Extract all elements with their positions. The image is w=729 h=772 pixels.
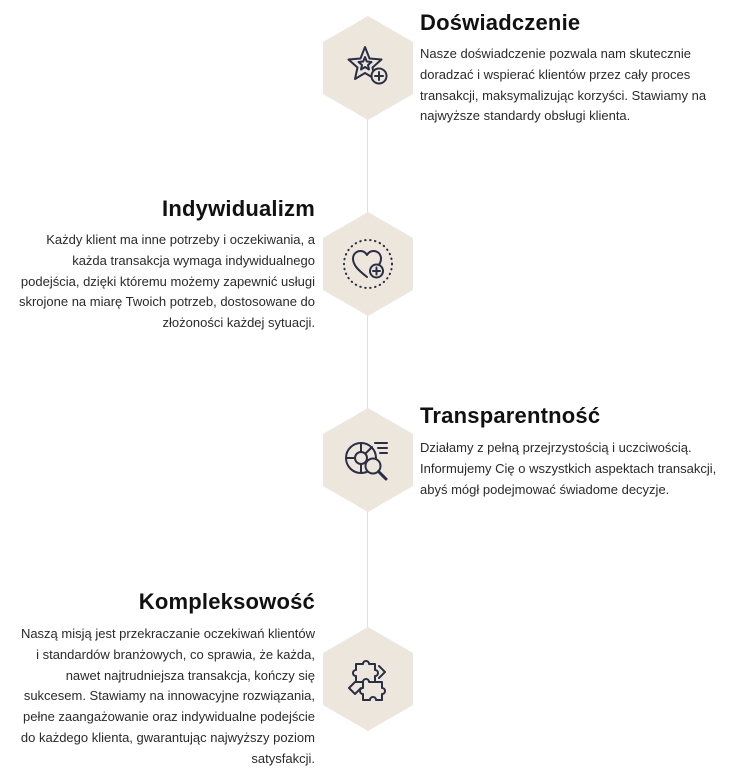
puzzle-icon: [341, 652, 395, 706]
star-plus-icon: [341, 41, 395, 95]
feature-1-hexagon: [323, 16, 413, 120]
feature-title: Kompleksowość: [138, 589, 315, 614]
heart-plus-icon: [341, 237, 395, 291]
feature-title: Doświadczenie: [420, 10, 581, 35]
feature-description: Nasze doświadczenie pozwala nam skutecznie doradzać i wspierać klientów przez cały proces transakcji, maksymalizując korzyści. Stawiamy na najwyższe standardy obsługi klienta.: [420, 46, 707, 124]
timeline-line: [367, 60, 368, 710]
feature-title: Transparentność: [420, 403, 601, 428]
feature-4-hexagon: [323, 627, 413, 731]
feature-title: Indywidualizm: [162, 196, 315, 221]
feature-description: Działamy z pełną przejrzystością i uczciwością. Informujemy Cię o wszystkich aspektach transakcji, abyś mógł podejmować świadome decyzje.: [420, 440, 717, 497]
feature-description: Każdy klient ma inne potrzeby i oczekiwania, a każda transakcja wymaga indywidualnego podejścia, dzięki któremu możemy zapewnić usługi skrojone na miarę Twoich potrzeb, dostosowane do złożoności każdej sytuacji.: [18, 232, 315, 331]
feature-description: Naszą misją jest przekraczanie oczekiwań klientów i standardów branżowych, co sprawia, że każda, nawet najtrudniejsza transakcja, kończy się sukcesem. Stawiamy na innowacyjne rozwiązania, pełne zaangażowanie oraz indywidualne podejście do każdego klienta, gwarantując najwyższy poziom satysfakcji.: [20, 626, 315, 766]
feature-3-hexagon: [323, 408, 413, 512]
chart-magnifier-icon: [341, 433, 395, 487]
feature-2-hexagon: [323, 212, 413, 316]
